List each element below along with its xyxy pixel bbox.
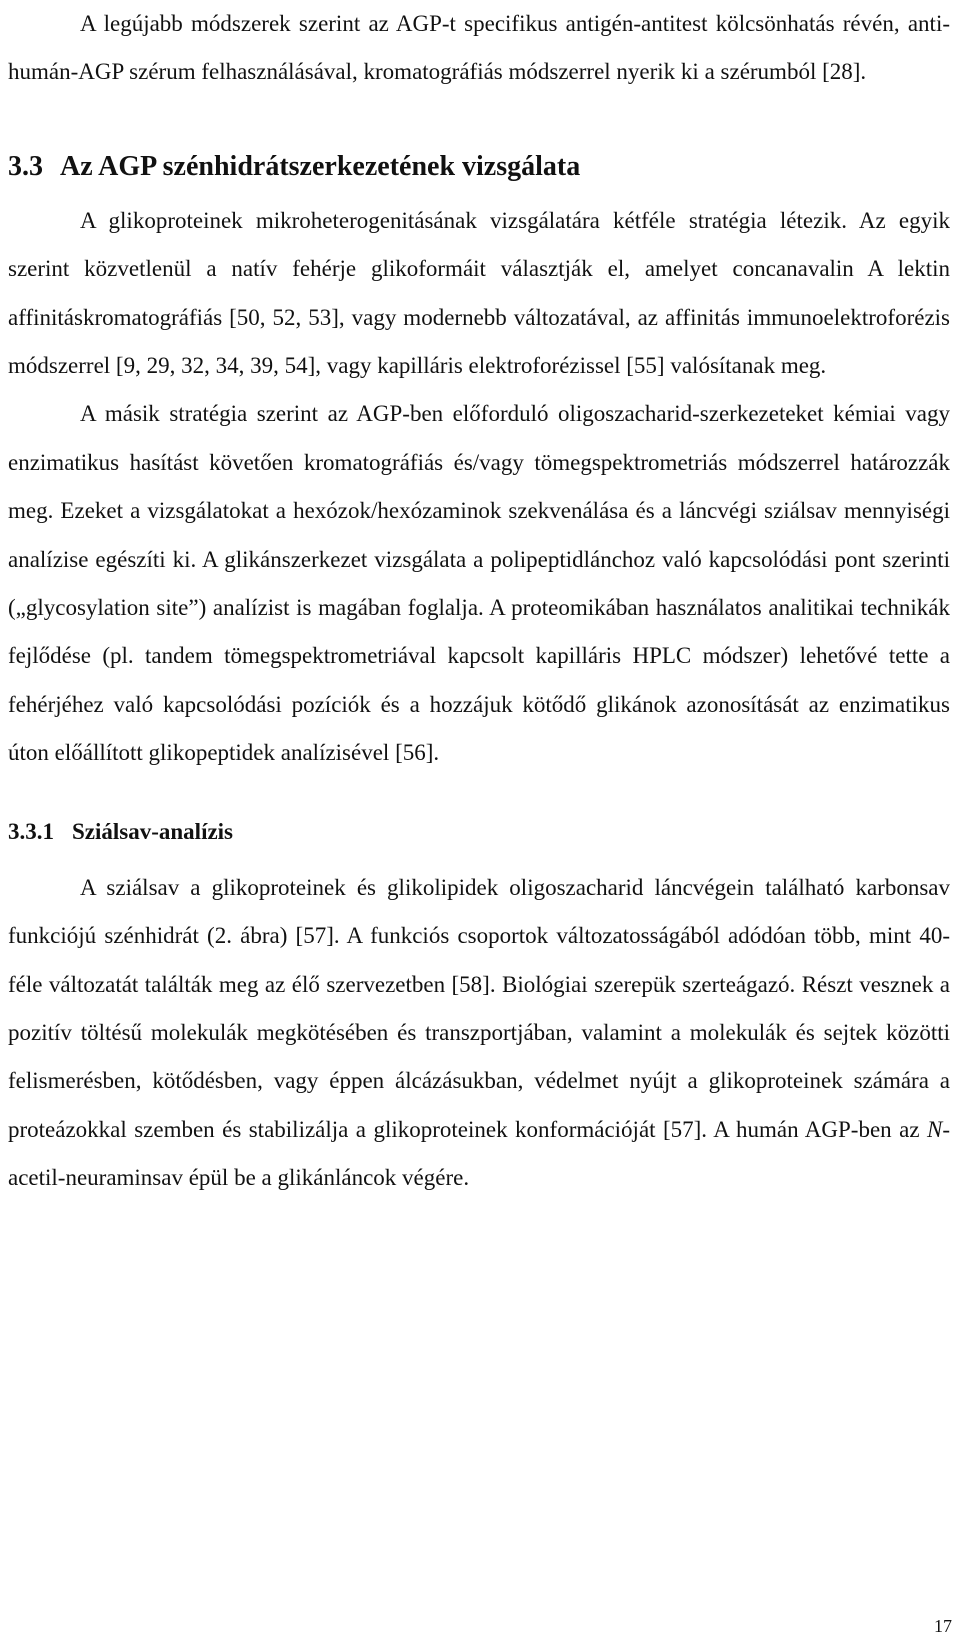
italic-n: N: [926, 1116, 943, 1142]
page-content: [8, 0, 950, 1203]
paragraph-strategy-two: A másik stratégia szerint az AGP-ben előforduló oligoszacharid-szerkezeteket kémiai vagy enzimatikus hasítást követően kromatográfiás és/vagy tömegspektrometriás módszerrel határozzák meg. Ezeket a vizsgálatokat a hexózok/hexózaminok szekvenálása és a láncvégi sziálsav mennyiségi analízise egészíti ki. A glikánszerkezet vizsgálata a polipeptidlánchoz való kapcsolódási pont szerinti („glycosylation site”) analízist is magában foglalja. A proteomikában használatos analitikai technikák fejlődése (pl. tandem tömegspektrometriával kapcsolt kapilláris HPLC módszer) lehetővé tette a fehérjéhez való kapcsolódási pozíciók és a hozzájuk kötődő glikánok azonosítását az enzimatikus úton előállított glikopeptidek analízisével [56].: [8, 401, 950, 766]
section-heading: [8, 147, 950, 187]
paragraph-sialic-acid-tail: -acetil-neuraminsav épül be a glikánláncok végére.: [8, 1116, 950, 1191]
paragraph-strategy-one: A glikoproteinek mikroheterogenitásának vizsgálatára kétféle stratégia létezik. Az egyik szerint közvetlenül a natív fehérje glikoformáit választják el, amelyet concanavalin A lektin affinitáskromatográfiás [50, 52, 53], vagy modernebb változatával, az affinitás immunoelektroforézis módszerrel [9, 29, 32, 34, 39, 54], vagy kapilláris elektroforézissel [55] valósítanak meg.: [8, 207, 950, 379]
paragraph-agp-isolation: A legújabb módszerek szerint az AGP-t specifikus antigén-antitest kölcsönhatás révén, anti-humán-AGP szérum felhasználásával, kromatográfiás módszerrel nyerik ki a szérumból [28].: [8, 11, 950, 85]
page-number: 17: [934, 1616, 952, 1636]
subsection-heading: [8, 812, 950, 852]
subsection-number: 3.3.1: [8, 818, 54, 844]
section-title: Az AGP szénhidrátszerkezetének vizsgálata: [60, 150, 581, 182]
paragraph-sialic-acid-text: A sziálsav a glikoproteinek és glikolipidek oligoszacharid láncvégein található karbonsav funkciójú szénhidrát (2. ábra) [57]. A funkciós csoportok változatosságából adódóan több, mint 40-féle változatát találták meg az élő szervezetben [58]. Biológiai szerepük szerteágazó. Részt vesznek a pozitív töltésű molekulák megkötésében és transzportjában, valamint a molekulák és sejtek közötti felismerésben, kötődésben, vagy éppen álcázásukban, védelmet nyújt a glikoproteinek számára a proteázokkal szemben és stabilizálja a glikoproteinek konformációját [57]. A humán AGP-ben az: [8, 874, 950, 1142]
section-number: 3.3: [8, 150, 43, 182]
subsection-title: Sziálsav-analízis: [72, 818, 234, 844]
paragraph-sialic-acid: [8, 864, 950, 1203]
